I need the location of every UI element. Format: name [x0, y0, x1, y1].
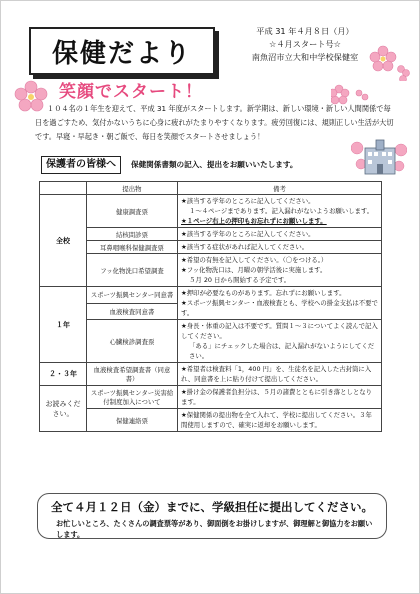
document-cell: 血液検査同意書 [87, 303, 178, 320]
table-row [40, 363, 382, 386]
document-cell: 健康調査票 [87, 195, 178, 228]
cherry-blossom-icon [367, 41, 411, 81]
grade-cell: お読みください。 [40, 386, 87, 432]
section-title: 保護者の皆様へ [41, 156, 121, 174]
grade-cell: 全校 [40, 195, 87, 287]
section-subtitle: 保健関係書類の記入、提出をお願いいたします。 [131, 160, 298, 169]
table-header-row [40, 182, 382, 195]
column-header: 提出物 [87, 182, 178, 195]
school-building-icon [351, 134, 407, 180]
note-cell: ★身長・体重の記入は不要です。質問１～３についてよく読んで記入してください。 「ある」にチェックした場合は、記入漏れがないようにしてください。 [178, 320, 382, 363]
issue-number: ☆４月スタート号☆ [269, 39, 341, 49]
deadline-box [37, 493, 387, 539]
table-row [40, 195, 382, 228]
note-cell: ★該当する学年のところに記入してください。 [178, 228, 382, 241]
document-cell: スポーツ振興センター災害給付制度加入について [87, 386, 178, 409]
deadline-text: 全て４月１２日（金）までに、学級担任に提出してください。 [51, 500, 373, 514]
table-row [40, 228, 382, 241]
table-row [40, 287, 382, 304]
issue-date: 平成 31 年４月８日（月） [256, 26, 354, 36]
newsletter-title-box [29, 27, 215, 75]
document-cell: フッ化物洗口希望調査 [87, 254, 178, 287]
note-cell: ★保健関係の提出物を全て入れて、学校に提出してください。３年間使用しますので、確実に返却をお願いします。 [178, 409, 382, 432]
note-cell: ★希望の有無を記入してください。（〇をつける。） ★フッ化物洗口は、月曜の朝学活後に実施します。 ５月 20 日から開始する予定です。 [178, 254, 382, 287]
table-row [40, 254, 382, 287]
table-row [40, 320, 382, 363]
school-name: 南魚沼市立大和中学校保健室 [251, 52, 359, 62]
note-cell: ★掛け金の保護者負担分は、５月の諸費とともに引き落としとなります。 [178, 386, 382, 409]
document-cell: 保健連絡票 [87, 409, 178, 432]
document-cell: 血液検査希望調査書（同意書） [87, 363, 178, 386]
document-cell: スポーツ振興センター同意書 [87, 287, 178, 304]
note-cell: ★希望者は検査料「1，400 円」を、生徒名を記入した古封筒に入れ、同意書を上に貼り付けて提出してください。 [178, 363, 382, 386]
note-cell: ★該当する学年のところに記入してください。 １～４ページまであります。記入漏れがないようお願いします。 ★１ページ右上の押印もお忘れずにお願いします。 [178, 195, 382, 228]
document-cell: 結核問診票 [87, 228, 178, 241]
note-cell: ★該当する症状があれば記入してください。 [178, 241, 382, 254]
submission-table [39, 181, 382, 432]
newsletter-title: 保健だより [51, 38, 192, 69]
headline: 笑顔でスタート！ [59, 82, 203, 102]
issue-info [241, 25, 369, 64]
note-cell: ★押印が必要なものがあります。忘れずにお願いします。 ★スポーツ振興センター・血液検査とも、学校への掛金支払は不要です。 [178, 287, 382, 320]
document-cell: 心臓検診調査票 [87, 320, 178, 363]
grade-cell: １年 [40, 287, 87, 363]
column-header: 備考 [178, 182, 382, 195]
intro-paragraph: １０４名の１年生を迎えて、平成 31 年度がスタートします。新学期は、新しい環境・新しい人間関係で毎日を過ごすため、気付かないうちに心身に疲れがたまりやすくなります。疲労回復には、規則正しい生活が大切です。早寝・早起き・朝ご飯で、毎日を笑顔でスタートさせましょう！ [35, 104, 394, 141]
table-row [40, 409, 382, 432]
thanks-text: お忙しいところ、たくさんの調査票等があり、御面倒をお掛けしますが、御理解と御協力をお願いします。 [56, 519, 373, 539]
grade-cell: ２・３年 [40, 363, 87, 386]
document-cell: 耳鼻咽喉科保健調査票 [87, 241, 178, 254]
table-row [40, 241, 382, 254]
table-row [40, 386, 382, 409]
